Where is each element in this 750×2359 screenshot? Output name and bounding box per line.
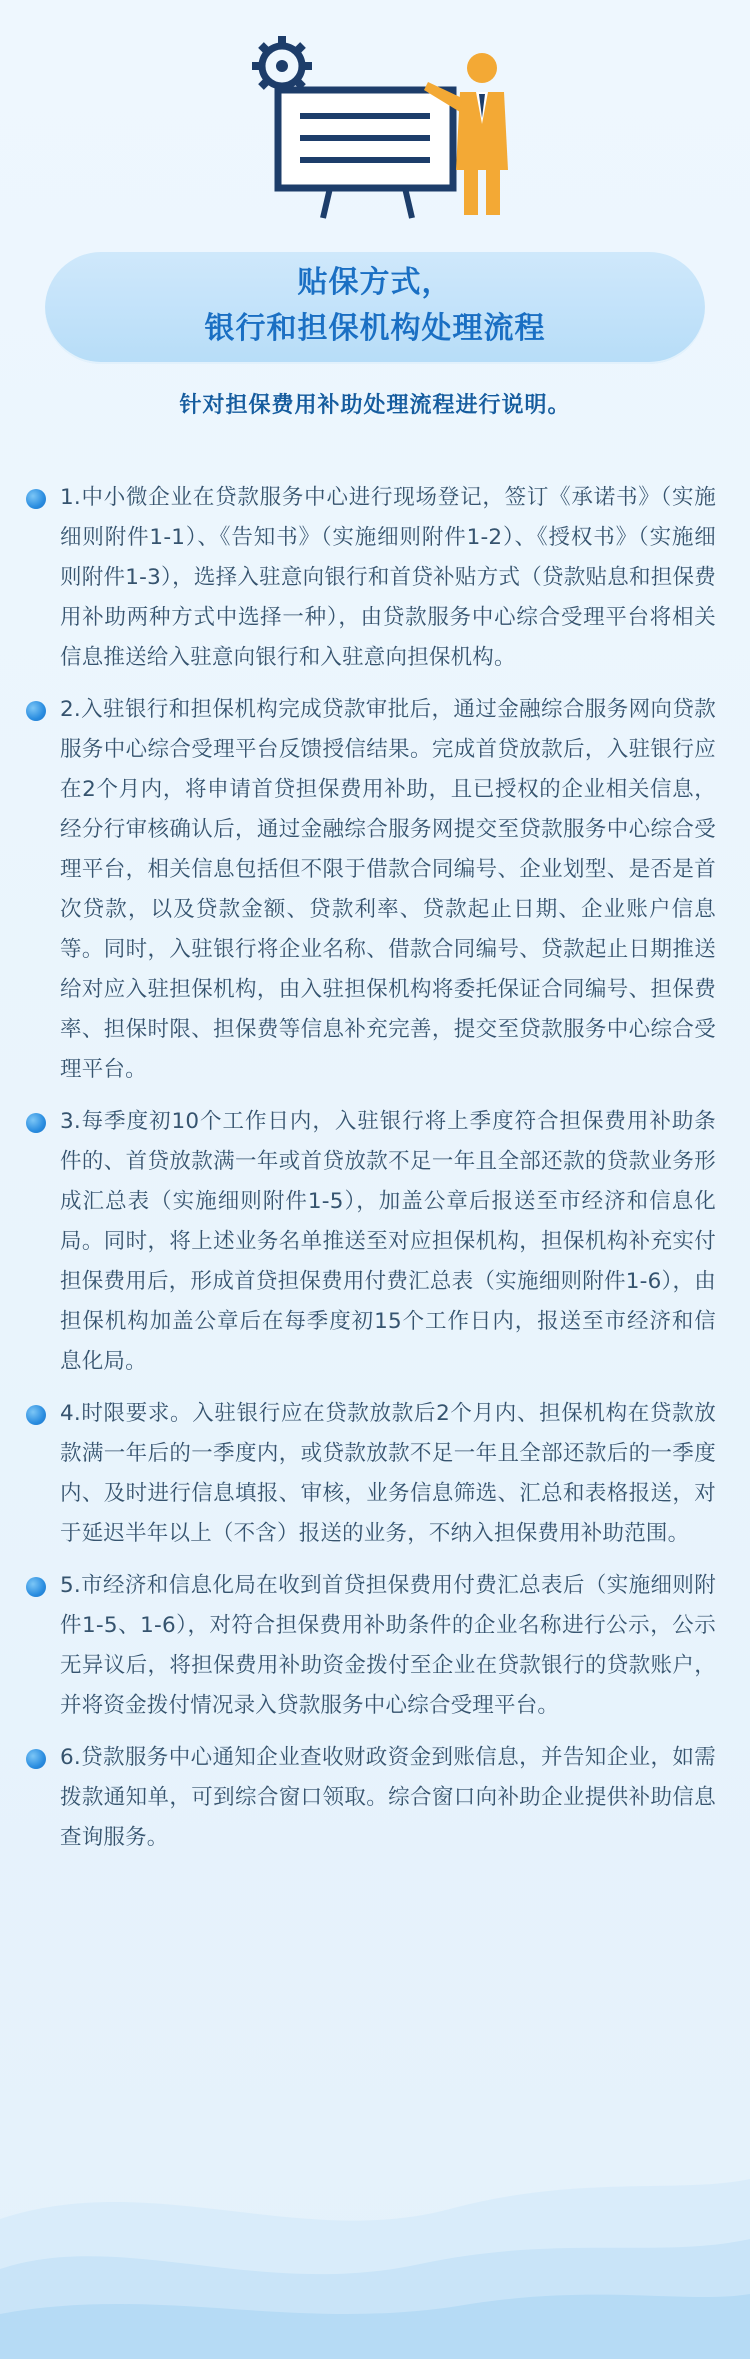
- list-item: [26, 1566, 716, 1726]
- wave-decoration: [0, 2099, 750, 2359]
- bullet-icon: [26, 1577, 46, 1597]
- list-item-text: 2.入驻银行和担保机构完成贷款审批后，通过金融综合服务网向贷款服务中心综合受理平台反馈授信结果。完成首贷放款后，入驻银行应在2个月内，将申请首贷担保费用补助，且已授权的企业相关信息，经分行审核确认后，通过金融综合服务网提交至贷款服务中心综合受理平台，相关信息包括但不限于借款合同编号、企业划型、是否是首次贷款，以及贷款金额、贷款利率、贷款起止日期、企业账户信息等。同时，入驻银行将企业名称、借款合同编号、贷款起止日期推送给对应入驻担保机构，由入驻担保机构将委托保证合同编号、担保费率、担保时限、担保费等信息补充完善，提交至贷款服务中心综合受理平台。: [60, 697, 716, 1082]
- intro-heading: 针对担保费用补助处理流程进行说明。: [179, 393, 571, 418]
- list-item: [26, 1738, 716, 1858]
- list-item: [26, 1102, 716, 1382]
- list-item-text: 6.贷款服务中心通知企业查收财政资金到账信息，并告知企业，如需拨款通知单，可到综合窗口领取。综合窗口向补助企业提供补助信息查询服务。: [60, 1745, 716, 1850]
- list-item-text: 1.中小微企业在贷款服务中心进行现场登记，签订《承诺书》（实施细则附件1-1）、《告知书》（实施细则附件1-2）、《授权书》（实施细则附件1-3），选择入驻意向银行和首贷补贴方式（贷款贴息和担保费用补助两种方式中选择一种），由贷款服务中心综合受理平台将相关信息推送给入驻意向银行和入驻意向担保机构。: [60, 485, 716, 670]
- list-item-text: 5.市经济和信息化局在收到首贷担保费用付费汇总表后（实施细则附件1-5、1-6），对符合担保费用补助条件的企业名称进行公示，公示无异议后，将担保费用补助资金拨付至企业在贷款银行的贷款账户，并将资金拨付情况录入贷款服务中心综合受理平台。: [60, 1573, 716, 1718]
- title-line-2: 银行和担保机构处理流程: [204, 311, 546, 346]
- bullet-icon: [26, 1749, 46, 1769]
- title-line-1: 贴保方式，: [297, 265, 453, 300]
- bullet-icon: [26, 1405, 46, 1425]
- list-item: [26, 478, 716, 678]
- presentation-illustration: [220, 20, 530, 220]
- list-item: [26, 1394, 716, 1554]
- bullet-icon: [26, 701, 46, 721]
- list-item-text: 3.每季度初10个工作日内，入驻银行将上季度符合担保费用补助条件的、首贷放款满一年或首贷放款不足一年且全部还款的贷款业务形成汇总表（实施细则附件1-5），加盖公章后报送至市经济和信息化局。同时，将上述业务名单推送至对应担保机构，担保机构补充实付担保费用后，形成首贷担保费用付费汇总表（实施细则附件1-6），由担保机构加盖公章后在每季度初15个工作日内，报送至市经济和信息化局。: [60, 1109, 716, 1374]
- process-list: [26, 478, 716, 1870]
- list-item: [26, 690, 716, 1090]
- bullet-icon: [26, 1113, 46, 1133]
- title-banner: [45, 252, 705, 364]
- board-icon: [278, 90, 453, 218]
- bullet-icon: [26, 489, 46, 509]
- list-item-text: 4.时限要求。入驻银行应在贷款放款后2个月内、担保机构在贷款放款满一年后的一季度内，或贷款放款不足一年且全部还款后的一季度内、及时进行信息填报、审核，业务信息筛选、汇总和表格报送，对于延迟半年以上（不含）报送的业务，不纳入担保费用补助范围。: [60, 1401, 716, 1546]
